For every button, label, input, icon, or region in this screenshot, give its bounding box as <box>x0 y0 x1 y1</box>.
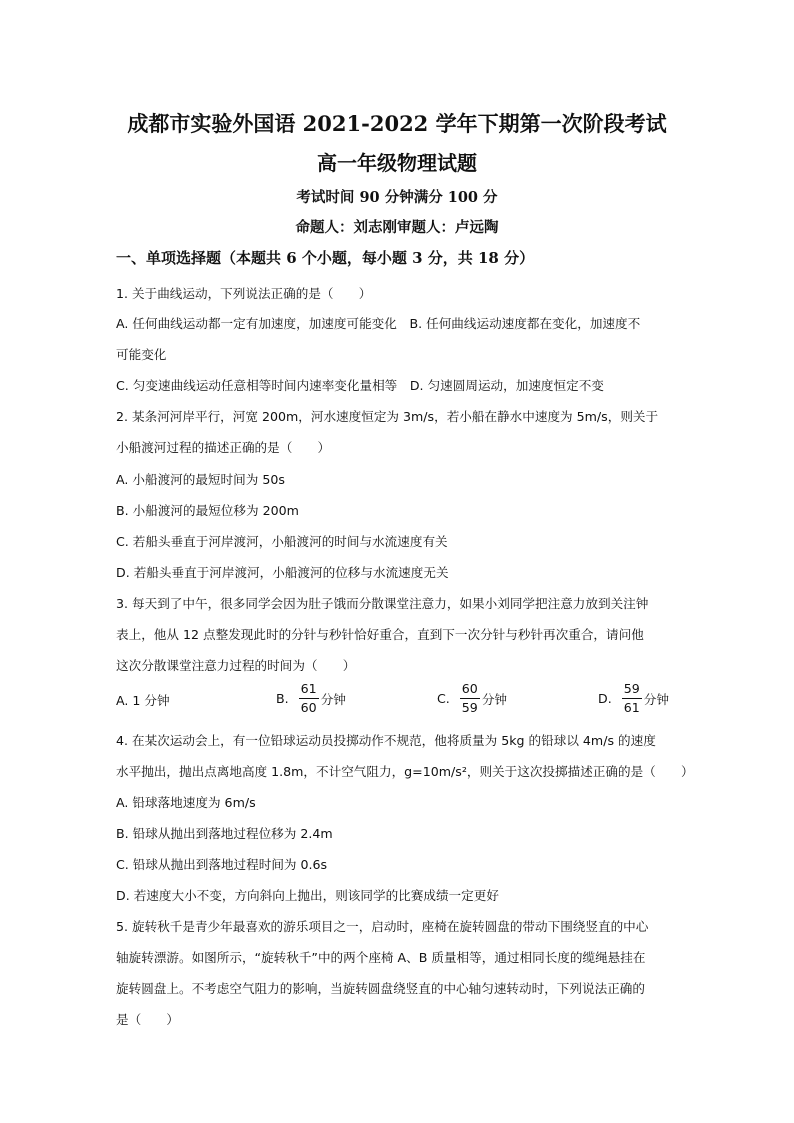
q3-option-c-label: C. <box>437 691 450 706</box>
q4-stem-line2: 水平抛出，抛出点离地高度 1.8m，不计空气阻力，g=10m/s²，则关于这次投掷描述正确的是（ ） <box>116 764 694 779</box>
q5-stem-line3: 旋转圆盘上。不考虑空气阻力的影响，当旋转圆盘绕竖直的中心轴匀速转动时，下列说法正确的 <box>116 981 645 996</box>
q3-option-b-fraction <box>299 680 319 717</box>
q5-stem-line2: 轴旋转漂游。如图所示，“旋转秋千”中的两个座椅 A、B 质量相等，通过相同长度的缆绳悬挂在 <box>116 950 646 965</box>
q1-options-ab-continued: 可能变化 <box>116 347 167 362</box>
q2-option-b: B. 小船渡河的最短位移为 200m <box>116 503 299 518</box>
fraction-numerator: 61 <box>299 680 319 699</box>
q1-stem: 1. 关于曲线运动，下列说法正确的是（ ） <box>116 286 372 301</box>
q3-stem-line1: 3. 每天到了中午，很多同学会因为肚子饿而分散课堂注意力，如果小刘同学把注意力放到关注钟 <box>116 596 649 611</box>
fraction-denominator: 60 <box>300 700 317 715</box>
fraction-denominator: 61 <box>623 700 640 715</box>
exam-subtitle: 高一年级物理试题 <box>317 151 477 175</box>
q4-option-b: B. 铅球从抛出到落地过程位移为 2.4m <box>116 826 333 841</box>
exam-title: 成都市实验外国语 2021-2022 学年下期第一次阶段考试 <box>127 111 667 136</box>
q1-options-ab: A. 任何曲线运动都一定有加速度，加速度可能变化 B. 任何曲线运动速度都在变化，加速度不 <box>116 316 641 331</box>
q4-stem-line1: 4. 在某次运动会上，有一位铅球运动员投掷动作不规范，他将质量为 5kg 的铅球以 4m/s 的速度 <box>116 733 656 748</box>
q3-stem-line3: 这次分散课堂注意力过程的时间为（ ） <box>116 658 356 673</box>
q1-options-cd: C. 匀变速曲线运动任意相等时间内速率变化量相等 D. 匀速圆周运动，加速度恒定不变 <box>116 378 604 393</box>
fraction-numerator: 60 <box>460 680 480 699</box>
q4-option-c: C. 铅球从抛出到落地过程时间为 0.6s <box>116 857 328 872</box>
q4-option-d: D. 若速度大小不变，方向斜向上抛出，则该同学的比赛成绩一定更好 <box>116 888 499 903</box>
q4-option-a: A. 铅球落地速度为 6m/s <box>116 795 256 810</box>
q5-stem-line1: 5. 旋转秋千是青少年最喜欢的游乐项目之一，启动时，座椅在旋转圆盘的带动下围绕竖直的中心 <box>116 919 649 934</box>
q3-option-d-fraction <box>622 680 642 717</box>
q3-stem-line2: 表上，他从 12 点整发现此时的分针与秒针恰好重合，直到下一次分针与秒针再次重合，请问他 <box>116 627 644 642</box>
q3-option-b-label: B. <box>276 691 289 706</box>
q3-option-b-unit: 分钟 <box>320 692 346 707</box>
q2-option-c: C. 若船头垂直于河岸渡河，小船渡河的时间与水流速度有关 <box>116 534 448 549</box>
q3-option-d <box>598 680 669 717</box>
q3-option-b <box>276 680 346 717</box>
q3-option-d-label: D. <box>598 691 612 706</box>
q3-option-a: A. 1 分钟 <box>116 693 170 708</box>
fraction-denominator: 59 <box>461 700 478 715</box>
q3-option-d-unit: 分钟 <box>643 692 669 707</box>
q2-option-d: D. 若船头垂直于河岸渡河，小船渡河的位移与水流速度无关 <box>116 565 449 580</box>
q3-options <box>0 680 794 720</box>
q2-stem-line2: 小船渡河过程的描述正确的是（ ） <box>116 440 331 455</box>
q3-option-c-fraction <box>460 680 480 717</box>
q2-option-a: A. 小船渡河的最短时间为 50s <box>116 472 285 487</box>
exam-info: 考试时间 90 分钟满分 100 分 <box>296 189 498 206</box>
q3-option-c <box>437 680 507 717</box>
section-heading: 一、单项选择题（本题共 6 个小题，每小题 3 分，共 18 分） <box>116 249 535 267</box>
fraction-numerator: 59 <box>622 680 642 699</box>
exam-authors: 命题人：刘志刚审题人：卢远陶 <box>295 219 499 236</box>
q2-stem-line1: 2. 某条河河岸平行，河宽 200m，河水速度恒定为 3m/s，若小船在静水中速度为 5m/s，则关于 <box>116 409 659 424</box>
q3-option-c-unit: 分钟 <box>481 692 508 707</box>
q5-stem-line4: 是（ ） <box>116 1012 179 1027</box>
